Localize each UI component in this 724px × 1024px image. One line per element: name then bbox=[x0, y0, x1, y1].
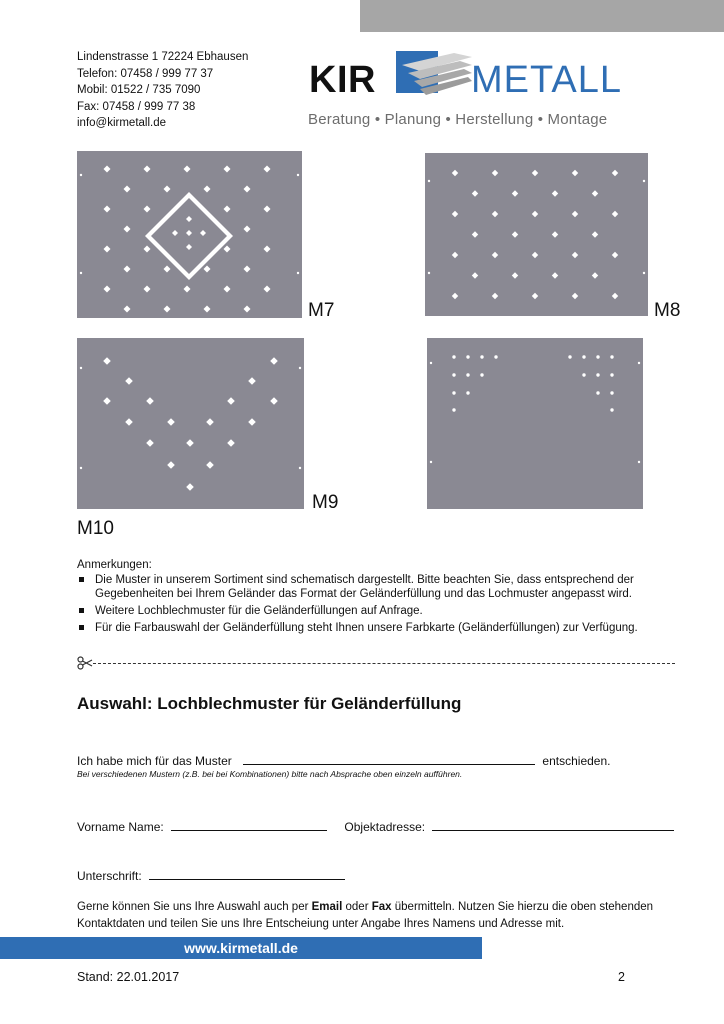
perforation-hole bbox=[186, 483, 194, 491]
perforation-hole bbox=[227, 397, 235, 405]
perforation-hole bbox=[480, 373, 483, 376]
perforation-hole bbox=[264, 286, 271, 293]
perforation-hole bbox=[610, 355, 613, 358]
perforation-hole bbox=[472, 231, 478, 237]
perforation-hole bbox=[592, 272, 598, 278]
perforation-hole bbox=[80, 467, 82, 469]
perforation-hole bbox=[612, 252, 618, 258]
address-field[interactable] bbox=[432, 818, 674, 831]
perforation-hole bbox=[248, 377, 256, 385]
perforation-hole bbox=[452, 170, 458, 176]
pattern-choice-label: Ich habe mich für das Muster bbox=[77, 754, 232, 768]
perforation-hole bbox=[270, 397, 278, 405]
perforation-hole bbox=[466, 373, 469, 376]
perforation-hole bbox=[299, 367, 301, 369]
perforation-hole bbox=[80, 174, 82, 176]
closing-text: Gerne können Sie uns Ihre Auswahl auch per bbox=[77, 901, 312, 913]
perforation-hole bbox=[472, 272, 478, 278]
perforation-hole bbox=[125, 418, 133, 426]
closing-fax-word: Fax bbox=[371, 901, 392, 913]
perforation-hole bbox=[204, 186, 211, 193]
perforation-hole bbox=[244, 306, 251, 313]
perforation-hole bbox=[204, 306, 211, 313]
pattern-m9-image bbox=[77, 338, 304, 509]
cut-line bbox=[77, 655, 675, 671]
pattern-m7-image bbox=[77, 151, 302, 318]
contact-phone: Telefon: 07458 / 999 77 37 bbox=[77, 67, 214, 80]
perforation-hole bbox=[596, 355, 599, 358]
perforation-hole bbox=[610, 408, 613, 411]
perforation-hole bbox=[643, 180, 645, 182]
perforation-hole bbox=[244, 226, 251, 233]
pattern-m10-image bbox=[427, 338, 643, 509]
perforation-hole bbox=[452, 408, 455, 411]
pattern-choice-hint: Bei verschiedenen Mustern (z.B. bei bei Kombinationen) bitte nach Absprache oben einzeln aufführen. bbox=[77, 769, 463, 779]
perforation-hole bbox=[452, 252, 458, 258]
perforation-hole bbox=[466, 391, 469, 394]
perforation-hole bbox=[104, 166, 111, 173]
contact-address: Lindenstrasse 1 72224 Ebhausen bbox=[77, 51, 249, 63]
perforation-hole bbox=[164, 266, 171, 273]
perforation-hole bbox=[552, 272, 558, 278]
perforation-hole bbox=[612, 293, 618, 299]
closing-text: oder bbox=[342, 901, 372, 913]
name-address-row bbox=[77, 818, 674, 834]
notes-list bbox=[77, 573, 677, 635]
perforation-hole bbox=[227, 439, 235, 447]
perforation-hole bbox=[270, 357, 278, 365]
perforation-hole bbox=[224, 246, 231, 253]
closing-paragraph bbox=[77, 899, 677, 933]
perforation-hole bbox=[610, 373, 613, 376]
address-label: Objektadresse: bbox=[344, 820, 426, 834]
perforation-hole bbox=[264, 206, 271, 213]
perforation-hole bbox=[144, 286, 151, 293]
contact-fax: Fax: 07458 / 999 77 38 bbox=[77, 100, 196, 113]
perforation-hole bbox=[200, 230, 206, 236]
pattern-choice-suffix: entschieden. bbox=[542, 754, 611, 768]
perforation-hole bbox=[146, 439, 154, 447]
perforation-hole bbox=[582, 355, 585, 358]
notes-section bbox=[77, 558, 677, 638]
perforation-hole bbox=[124, 186, 131, 193]
perforation-hole bbox=[224, 166, 231, 173]
perforation-hole bbox=[596, 391, 599, 394]
perforation-hole bbox=[186, 216, 192, 222]
notes-heading: Anmerkungen: bbox=[77, 559, 152, 571]
perforation-hole bbox=[610, 391, 613, 394]
perforation-hole bbox=[224, 286, 231, 293]
perforation-hole bbox=[492, 293, 498, 299]
company-logo bbox=[306, 45, 636, 135]
perforation-hole bbox=[582, 373, 585, 376]
perforation-hole bbox=[430, 461, 432, 463]
perforation-hole bbox=[572, 293, 578, 299]
perforation-hole bbox=[612, 211, 618, 217]
closing-email-word: Email bbox=[311, 901, 343, 913]
perforation-hole bbox=[452, 355, 455, 358]
footer-page-number: 2 bbox=[618, 970, 625, 984]
perforation-hole bbox=[592, 190, 598, 196]
perforation-hole bbox=[428, 180, 430, 182]
perforation-hole bbox=[125, 377, 133, 385]
perforation-hole bbox=[532, 252, 538, 258]
perforation-hole bbox=[638, 362, 640, 364]
perforation-hole bbox=[146, 397, 154, 405]
perforation-hole bbox=[492, 211, 498, 217]
signature-row bbox=[77, 867, 345, 883]
perforation-hole bbox=[452, 211, 458, 217]
perforation-hole bbox=[512, 272, 518, 278]
perforation-hole bbox=[206, 418, 214, 426]
perforation-hole bbox=[144, 246, 151, 253]
name-field[interactable] bbox=[171, 818, 327, 831]
perforation-hole bbox=[428, 272, 430, 274]
perforation-hole bbox=[184, 166, 191, 173]
perforation-hole bbox=[244, 186, 251, 193]
perforation-hole bbox=[167, 418, 175, 426]
perforation-hole bbox=[264, 166, 271, 173]
logo-word-metall: METALL bbox=[471, 59, 623, 101]
perforation-hole bbox=[452, 293, 458, 299]
perforation-hole bbox=[532, 170, 538, 176]
logo-profile-icon bbox=[394, 47, 474, 107]
perforation-hole bbox=[552, 231, 558, 237]
pattern-m8-image bbox=[425, 153, 648, 316]
logo-word-kir: KIR bbox=[309, 59, 376, 101]
perforation-hole bbox=[512, 231, 518, 237]
pattern-choice-row bbox=[77, 752, 610, 768]
perforation-hole bbox=[492, 252, 498, 258]
perforation-hole bbox=[480, 355, 483, 358]
perforation-hole bbox=[494, 355, 497, 358]
pattern-m8-label: M8 bbox=[654, 300, 681, 321]
perforation-hole bbox=[452, 391, 455, 394]
perforation-hole bbox=[452, 373, 455, 376]
footer-stand: Stand: 22.01.2017 bbox=[77, 970, 180, 984]
perforation-hole bbox=[186, 230, 192, 236]
perforation-hole bbox=[572, 170, 578, 176]
perforation-hole bbox=[80, 272, 82, 274]
pattern-m10-label: M10 bbox=[77, 518, 114, 539]
perforation-hole bbox=[206, 461, 214, 469]
perforation-hole bbox=[430, 362, 432, 364]
perforation-hole bbox=[164, 186, 171, 193]
perforation-hole bbox=[596, 373, 599, 376]
notes-item: Weitere Lochblechmuster für die Geländerfüllungen auf Anfrage. bbox=[95, 604, 677, 618]
perforation-hole bbox=[103, 397, 111, 405]
perforation-hole bbox=[568, 355, 571, 358]
perforation-hole bbox=[104, 206, 111, 213]
website-banner[interactable]: www.kirmetall.de bbox=[0, 937, 482, 959]
perforation-hole bbox=[103, 357, 111, 365]
perforation-hole bbox=[532, 211, 538, 217]
logo-tagline: Beratung • Planung • Herstellung • Montage bbox=[308, 111, 608, 128]
perforation-hole bbox=[472, 190, 478, 196]
perforation-hole bbox=[643, 272, 645, 274]
signature-label: Unterschrift: bbox=[77, 869, 142, 883]
perforation-hole bbox=[104, 246, 111, 253]
perforation-hole bbox=[186, 439, 194, 447]
perforation-hole bbox=[204, 266, 211, 273]
scissors-icon bbox=[77, 656, 93, 670]
form-title: Auswahl: Lochblechmuster für Geländerfüllung bbox=[77, 694, 462, 713]
perforation-hole bbox=[80, 367, 82, 369]
pattern-choice-field[interactable] bbox=[243, 752, 535, 765]
perforation-hole bbox=[264, 246, 271, 253]
perforation-hole bbox=[167, 461, 175, 469]
perforation-hole bbox=[244, 266, 251, 273]
perforation-hole bbox=[297, 174, 299, 176]
contact-block bbox=[77, 49, 248, 132]
perforation-hole bbox=[164, 306, 171, 313]
closing-text: übermitteln. Nutzen Sie hierzu die oben stehenden Kontaktdaten und teilen Sie uns Ihre Entscheiung unter Angabe Ihres Namens und Adresse mit. bbox=[77, 901, 654, 930]
perforation-hole bbox=[248, 418, 256, 426]
perforation-hole bbox=[638, 461, 640, 463]
perforation-hole bbox=[612, 170, 618, 176]
notes-item: Die Muster in unserem Sortiment sind schematisch dargestellt. Bitte beachten Sie, dass entsprechend der Gegebenheiten bei Ihrem Geländer das Format der Geländerfüllung und das Lochmuster angepasst wird. bbox=[95, 573, 677, 601]
perforation-hole bbox=[572, 252, 578, 258]
perforation-hole bbox=[104, 286, 111, 293]
header-gray-bar bbox=[360, 0, 724, 32]
perforation-hole bbox=[299, 467, 301, 469]
pattern-m7-label: M7 bbox=[308, 300, 335, 321]
name-label: Vorname Name: bbox=[77, 820, 164, 834]
notes-item: Für die Farbauswahl der Geländerfüllung steht Ihnen unsere Farbkarte (Geländerfüllungen) zur Verfügung. bbox=[95, 621, 677, 635]
perforation-hole bbox=[466, 355, 469, 358]
perforation-hole bbox=[297, 272, 299, 274]
perforation-hole bbox=[144, 206, 151, 213]
perforation-hole bbox=[184, 286, 191, 293]
perforation-hole bbox=[224, 206, 231, 213]
perforation-hole bbox=[492, 170, 498, 176]
perforation-hole bbox=[572, 211, 578, 217]
perforation-hole bbox=[532, 293, 538, 299]
perforation-hole bbox=[512, 190, 518, 196]
signature-field[interactable] bbox=[149, 867, 345, 880]
perforation-hole bbox=[124, 266, 131, 273]
perforation-hole bbox=[592, 231, 598, 237]
contact-mobile: Mobil: 01522 / 735 7090 bbox=[77, 84, 201, 97]
perforation-hole bbox=[144, 166, 151, 173]
perforation-hole bbox=[552, 190, 558, 196]
pattern-m9-label: M9 bbox=[312, 492, 339, 513]
perforation-hole bbox=[186, 244, 192, 250]
perforation-hole bbox=[124, 226, 131, 233]
perforation-hole bbox=[172, 230, 178, 236]
perforation-hole bbox=[124, 306, 131, 313]
contact-email[interactable]: info@kirmetall.de bbox=[77, 117, 167, 130]
